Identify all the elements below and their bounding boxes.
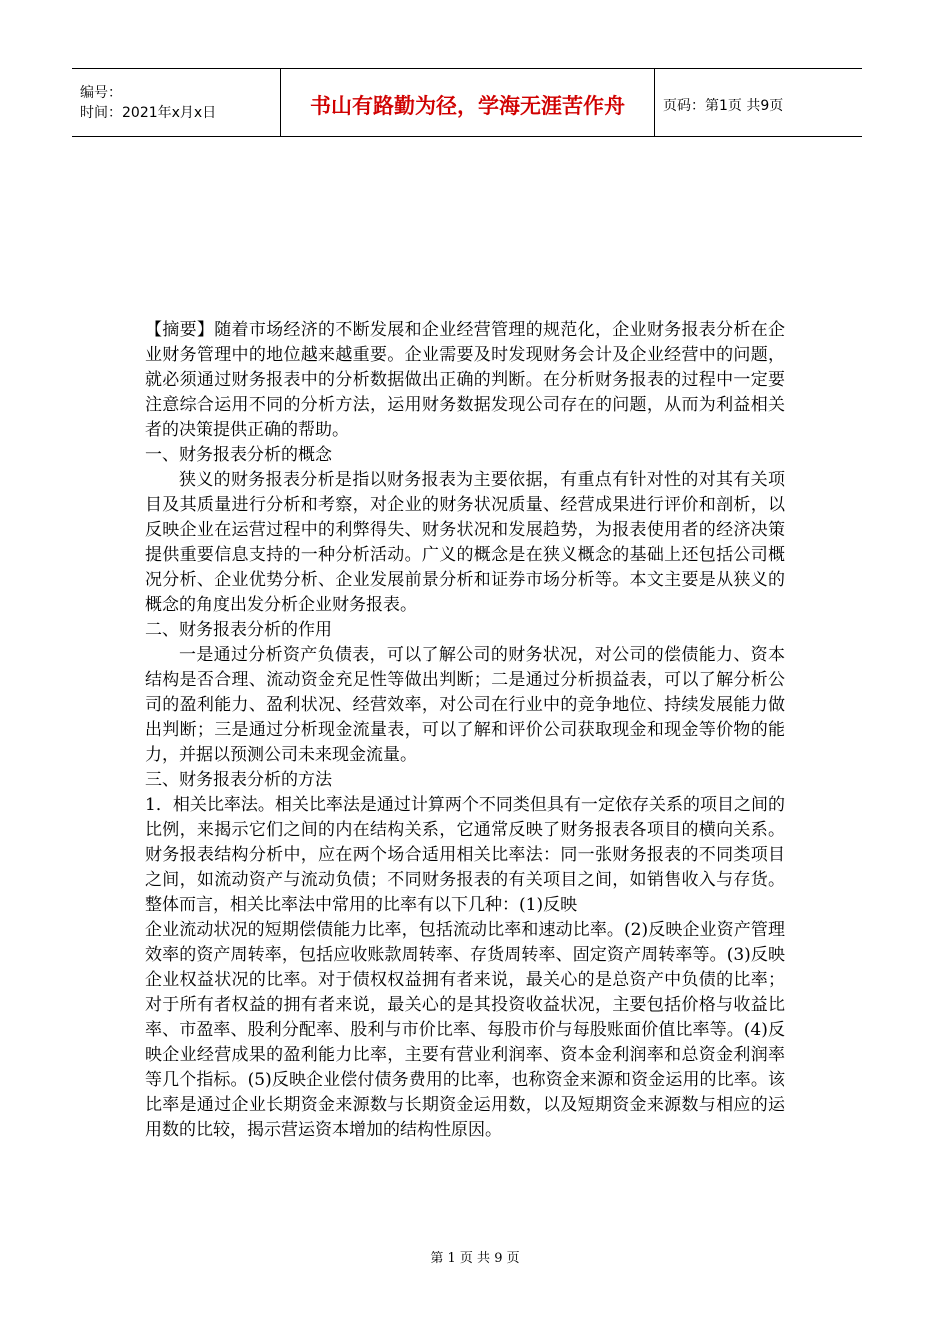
header-motto [280,69,655,136]
document-body [145,318,785,1143]
page-header [72,68,862,137]
section-heading-3: 三、财务报表分析的方法 [145,770,332,790]
abstract-paragraph: 【摘要】随着市场经济的不断发展和企业经营管理的规范化，企业财务报表分析在企业财务管理中的地位越来越重要。企业需要及时发现财务会计及企业经营中的问题，就必须通过财务报表中的分析数据做出正确的判断。在分析财务报表的过程中一定要注意综合运用不同的分析方法，运用财务数据发现公司存在的问题，从而为利益相关者的决策提供正确的帮助。 [145,320,785,440]
paragraph-2: 一是通过分析资产负债表，可以了解公司的财务状况，对公司的偿债能力、资本结构是否合理、流动资金充足性等做出判断；二是通过分析损益表，可以了解分析公司的盈利能力、盈利状况、经营效率，对公司在行业中的竞争地位、持续发展能力做出判断；三是通过分析现金流量表，可以了解和评价公司获取现金和现金等价物的能力，并据以预测公司未来现金流量。 [145,645,785,765]
header-meta [72,69,280,136]
section-heading-2: 二、财务报表分析的作用 [145,620,332,640]
motto-text: 书山有路勤为径，学海无涯苦作舟 [310,93,625,118]
header-page [655,69,862,136]
footer-page-number: 第 1 页 共 9 页 [430,1251,520,1266]
time-label: 时间：2021年x月x日 [80,104,217,121]
page-footer [0,1247,950,1266]
paragraph-4: 企业流动状况的短期偿债能力比率，包括流动比率和速动比率。(2)反映企业资产管理效率的资产周转率，包括应收账款周转率、存货周转率、固定资产周转率等。(3)反映企业权益状况的比率。对于债权权益拥有者来说，最关心的是总资产中负债的比率；对于所有者权益的拥有者来说，最关心的是其投资收益状况，主要包括价格与收益比率、市盈率、股利分配率、股利与市价比率、每股市价与每股账面价值比率等。(4)反映企业经营成果的盈利能力比率，主要有营业利润率、资本金利润率和总资金利润率等几个指标。(5)反映企业偿付债务费用的比率，也称资金来源和资金运用的比率。该比率是通过企业长期资金来源数与长期资金运用数，以及短期资金来源数与相应的运用数的比较，揭示营运资本增加的结构性原因。 [145,920,785,1140]
paragraph-1: 狭义的财务报表分析是指以财务报表为主要依据，有重点有针对性的对其有关项目及其质量进行分析和考察，对企业的财务状况质量、经营成果进行评价和剖析，以反映企业在运营过程中的利弊得失、财务状况和发展趋势，为报表使用者的经济决策提供重要信息支持的一种分析活动。广义的概念是在狭义概念的基础上还包括公司概况分析、企业优势分析、企业发展前景分析和证券市场分析等。本文主要是从狭义的概念的角度出发分析企业财务报表。 [145,470,785,615]
paragraph-3: 1．相关比率法。相关比率法是通过计算两个不同类但具有一定依存关系的项目之间的比例，来揭示它们之间的内在结构关系，它通常反映了财务报表各项目的横向关系。财务报表结构分析中，应在两个场合适用相关比率法：同一张财务报表的不同类项目之间，如流动资产与流动负债；不同财务报表的有关项目之间，如销售收入与存货。整体而言，相关比率法中常用的比率有以下几种：(1)反映 [145,795,785,915]
number-label: 编号： [80,84,122,101]
section-heading-1: 一、财务报表分析的概念 [145,445,332,465]
page-label: 页码：第1页 共9页 [663,97,784,114]
